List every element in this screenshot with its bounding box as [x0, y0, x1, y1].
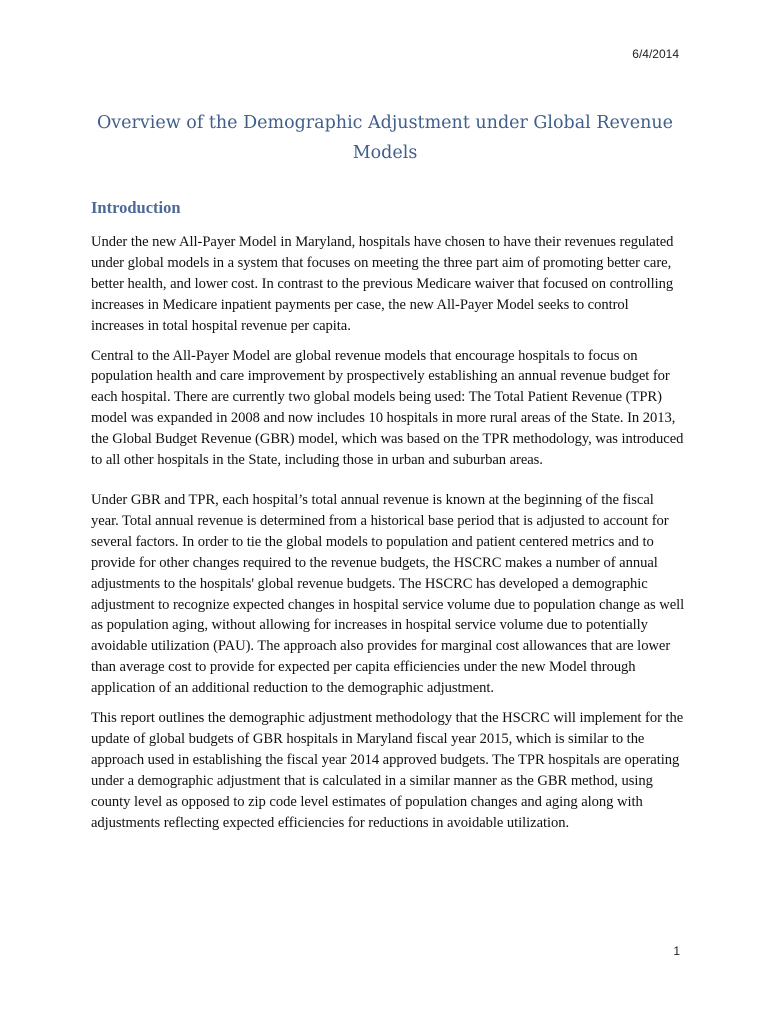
paragraph-1: Under the new All-Payer Model in Maryland, hospitals have chosen to have their revenues regulated under global models in a system that focuses on meeting the three part aim of promoting better care, better health, and lower cost. In contrast to the previous Medicare waiver that focused on controlling increases in Medicare inpatient payments per case, the new All-Payer Model seeks to control increases in total hospital revenue per capita. [91, 234, 674, 334]
header-date: 6/4/2014 [632, 47, 679, 61]
document-title: Overview of the Demographic Adjustment under Global Revenue Models [96, 113, 674, 163]
paragraph-4: This report outlines the demographic adjustment methodology that the HSCRC will implement for the update of global budgets of GBR hospitals in Maryland fiscal year 2015, which is similar to the approach used in establishing the fiscal year 2014 approved budgets. The TPR hospitals are operating under a demographic adjustment that is calculated in a similar manner as the GBR method, using county level as opposed to zip code level estimates of population changes and aging along with adjustments reflecting expected efficiencies for reductions in avoidable utilization. [91, 710, 684, 831]
page-number: 1 [673, 944, 680, 958]
paragraph-2: Central to the All-Payer Model are global revenue models that encourage hospitals to focus on population health and care improvement by prospectively establishing an annual revenue budget for each hospital. There are currently two global models being used: The Total Patient Revenue (TPR) model was expanded in 2008 and now includes 10 hospitals in more rural areas of the State. In 2013, the Global Budget Revenue (GBR) model, which was based on the TPR methodology, was introduced to all other hospitals in the State, including those in urban and suburban areas. [91, 347, 684, 469]
section-heading-introduction: Introduction [91, 198, 181, 217]
body-text [91, 232, 685, 833]
paragraph-3: Under GBR and TPR, each hospital’s total annual revenue is known at the beginning of the fiscal year. Total annual revenue is determined from a historical base period that is adjusted to account for several factors. In order to tie the global models to population and patient centered metrics and to provide for other changes required to the revenue budgets, the HSCRC makes a number of annual adjustments to the hospitals' global revenue budgets. The HSCRC has developed a demographic adjustment to recognize expected changes in hospital service volume due to population change as well as population aging, without allowing for increases in hospital service volume due to potentially avoidable utilization (PAU). The approach also provides for marginal cost allowances that are lower than average cost to provide for expected per capita efficiencies under the new Model through application of an additional reduction to the demographic adjustment. [91, 491, 685, 697]
